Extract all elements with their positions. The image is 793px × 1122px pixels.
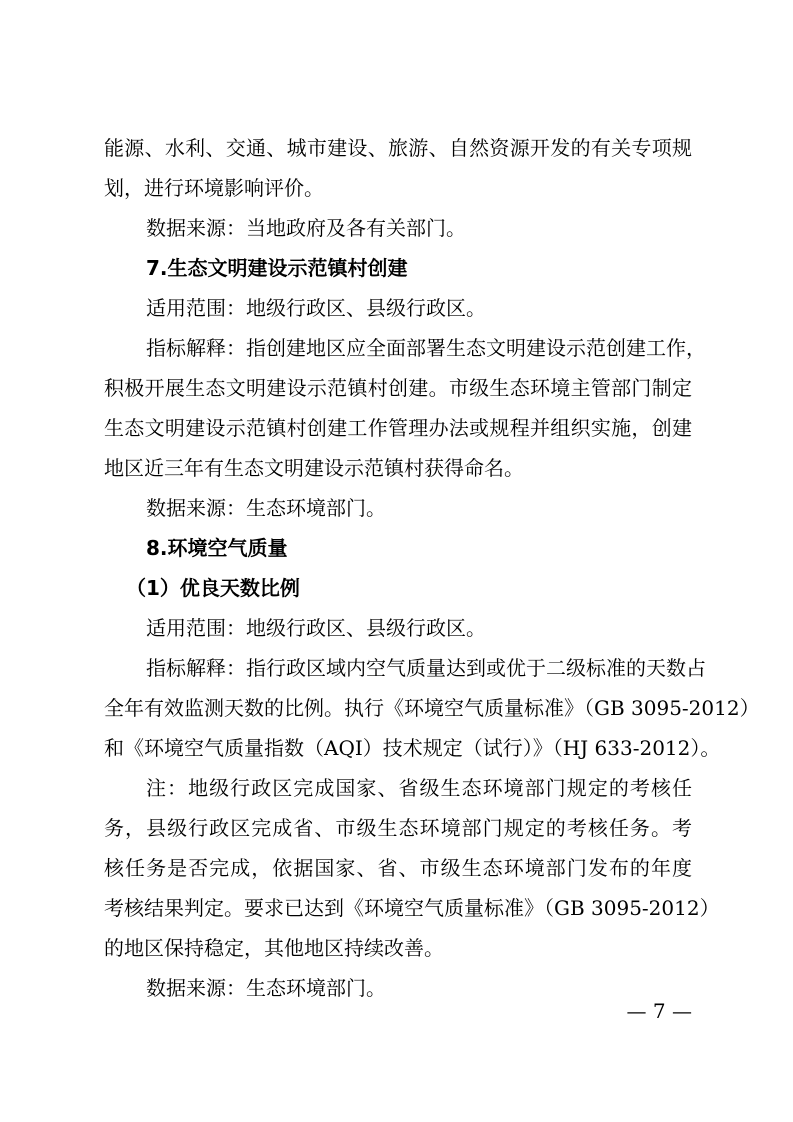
data-source-line: 数据来源：生态环境部门。 bbox=[146, 976, 386, 1000]
body-text-line: 地区近三年有生态文明建设示范镇村获得命名。 bbox=[104, 456, 524, 480]
note-text-line: 考核结果判定。要求已达到《环境空气质量标准》（GB 3095-2012） bbox=[104, 896, 720, 920]
note-text-line: 注：地级行政区完成国家、省级生态环境部门规定的考核任 bbox=[146, 776, 692, 800]
body-text-line: 全年有效监测天数的比例。执行《环境空气质量标准》（GB 3095-2012） bbox=[104, 696, 760, 720]
body-text-line: 积极开展生态文明建设示范镇村创建。市级生态环境主管部门制定 bbox=[104, 376, 692, 400]
section-heading: 8.环境空气质量 bbox=[146, 536, 288, 560]
note-text-line: 的地区保持稳定，其他地区持续改善。 bbox=[104, 936, 444, 960]
body-text-line: 和《环境空气质量指数（AQI）技术规定（试行）》（HJ 633-2012）。 bbox=[104, 736, 721, 760]
body-text-line: 生态文明建设示范镇村创建工作管理办法或规程并组织实施，创建 bbox=[104, 416, 692, 440]
scope-line: 适用范围：地级行政区、县级行政区。 bbox=[146, 296, 486, 320]
data-source-line: 数据来源：当地政府及各有关部门。 bbox=[146, 216, 466, 240]
body-text-line: 划，进行环境影响评价。 bbox=[104, 176, 324, 200]
note-text-line: 核任务是否完成，依据国家、省、市级生态环境部门发布的年度 bbox=[104, 856, 692, 880]
data-source-line: 数据来源：生态环境部门。 bbox=[146, 496, 386, 520]
section-heading: 7.生态文明建设示范镇村创建 bbox=[146, 256, 408, 280]
scope-line: 适用范围：地级行政区、县级行政区。 bbox=[146, 616, 486, 640]
body-text-line: 能源、水利、交通、城市建设、旅游、自然资源开发的有关专项规 bbox=[104, 136, 692, 160]
page-number: — 7 — bbox=[626, 999, 692, 1023]
body-text-line: 指标解释：指行政区域内空气质量达到或优于二级标准的天数占 bbox=[146, 656, 706, 680]
subsection-heading: （1）优良天数比例 bbox=[126, 576, 300, 600]
note-text-line: 务，县级行政区完成省、市级生态环境部门规定的考核任务。考 bbox=[104, 816, 692, 840]
body-text-line: 指标解释：指创建地区应全面部署生态文明建设示范创建工作， bbox=[146, 336, 706, 360]
